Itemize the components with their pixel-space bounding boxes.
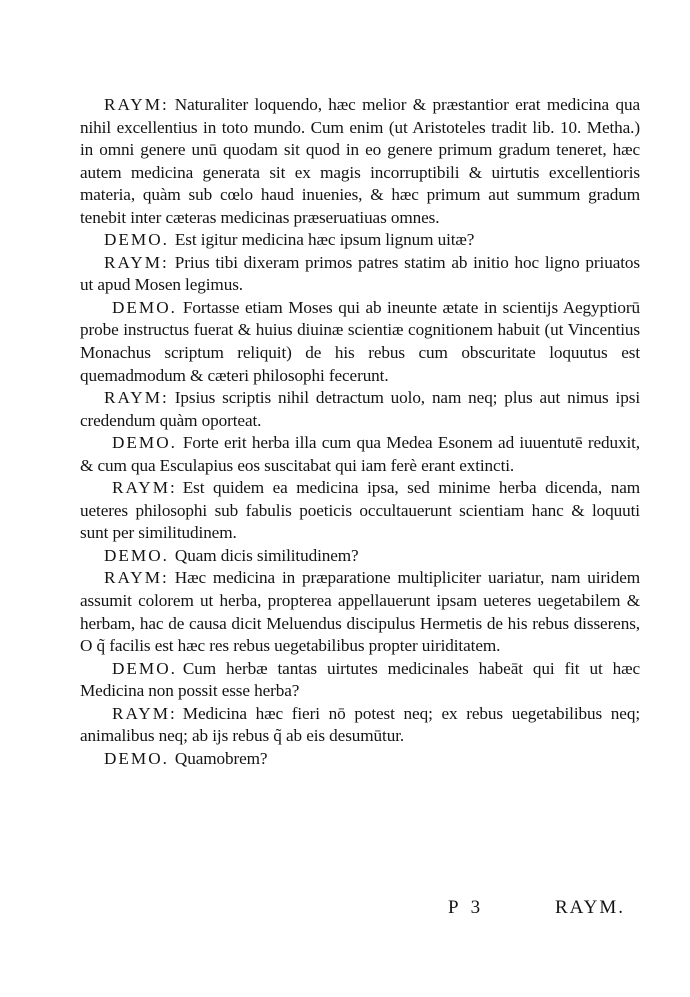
- paragraph-text: Naturaliter loquendo, hæc melior & præstantior erat medicina qua nihil excellentius in toto mundo. Cum enim (ut Aristoteles tradit lib. 10. Metha.) in omni genere unū quodam sit quod in eo genere primum gradum teneret, hæc autem medicina generata sit ex magis incorruptibili & uirtutis excellentioris materia, quàm sub cœlo haud inuenies, & hæc primum aut summum gradum tenebit inter cæteras medicinas præseruatiuas omnes.: [80, 95, 640, 227]
- speaker-label: RAYM:: [112, 703, 177, 723]
- paragraph-7: [80, 477, 640, 545]
- speaker-label: RAYM:: [104, 388, 169, 408]
- paragraph-text: Ipsius scriptis nihil detractum uolo, nam neq; plus aut nimus ipsi credendum quàm oporteat.: [80, 388, 640, 430]
- paragraph-11: [80, 703, 640, 748]
- paragraph-text: Prius tibi dixeram primos patres statim ab initio hoc ligno priuatos ut apud Mosen legimus.: [80, 252, 640, 295]
- paragraph-4: [80, 297, 640, 387]
- speaker-label: DEMO.: [104, 545, 169, 565]
- paragraph-text: Hæc medicina in præparatione multipliciter uariatur, nam uiridem assumit colorem ut herba, propterea appellauerunt ipsam ueteres uegetabilem & herbam, hac de causa dicit Meluendus discipulus Hermetis de his rebus disserens, O q̃ facilis est hæc res rebus uegetabilibus propter uiriditatem.: [80, 568, 640, 656]
- speaker-label: DEMO.: [112, 433, 177, 453]
- paragraph-6: [80, 432, 640, 477]
- catchword: RAYM.: [554, 897, 625, 918]
- speaker-label: DEMO.: [104, 230, 169, 250]
- paragraph-text: Medicina hæc fieri nō potest neq; ex rebus uegetabilibus neq; animalibus neq; ab ijs rebus q̃ ab eis desumūtur.: [80, 703, 640, 746]
- paragraph-text: Forte erit herba illa cum qua Medea Esonem ad iuuentutē reduxit, & cum qua Esculapius eos suscitabat qui iam ferè erant extincti.: [80, 433, 640, 475]
- speaker-label: RAYM:: [104, 252, 169, 272]
- paragraph-2: [80, 229, 640, 252]
- paragraph-text: Cum herbæ tantas uirtutes medicinales habeāt qui fit ut hæc Medicina non possit esse herba?: [80, 658, 640, 701]
- paragraph-12: [80, 748, 640, 771]
- paragraph-1: [80, 94, 640, 229]
- signature-mark: P 3: [448, 897, 485, 918]
- dialogue-text: [80, 94, 640, 770]
- paragraph-text: Est quidem ea medicina ipsa, sed minime herba dicenda, nam ueteres philosophi sub fabulis poeticis occultauerunt scientiam hanc & loquuti sunt per similitudinem.: [80, 478, 640, 543]
- speaker-label: RAYM:: [104, 568, 169, 588]
- paragraph-text: Quam dicis similitudinem?: [174, 545, 359, 565]
- paragraph-text: Est igitur medicina hæc ipsum lignum uitæ?: [174, 230, 475, 250]
- paragraph-5: [80, 387, 640, 432]
- speaker-label: DEMO.: [112, 658, 177, 678]
- paragraph-9: [80, 567, 640, 657]
- speaker-label: DEMO.: [112, 297, 177, 317]
- speaker-label: DEMO.: [104, 748, 169, 768]
- paragraph-8: [80, 545, 640, 568]
- speaker-label: RAYM:: [104, 95, 169, 114]
- speaker-label: RAYM:: [112, 478, 177, 498]
- paragraph-text: Fortasse etiam Moses qui ab ineunte ætate in scientijs Aegyptiorū probe instructus fuerat & huius diuinæ scientiæ cognitionem habuit (ut Vincentius Monachus scriptum reliquit) de his rebus cum obscuritate loquutus est quemadmodum & cæteri philosophi fecerunt.: [80, 297, 640, 385]
- paragraph-3: [80, 252, 640, 297]
- paragraph-text: Quamobrem?: [174, 748, 268, 768]
- paragraph-10: [80, 658, 640, 703]
- page-footer: [80, 897, 625, 923]
